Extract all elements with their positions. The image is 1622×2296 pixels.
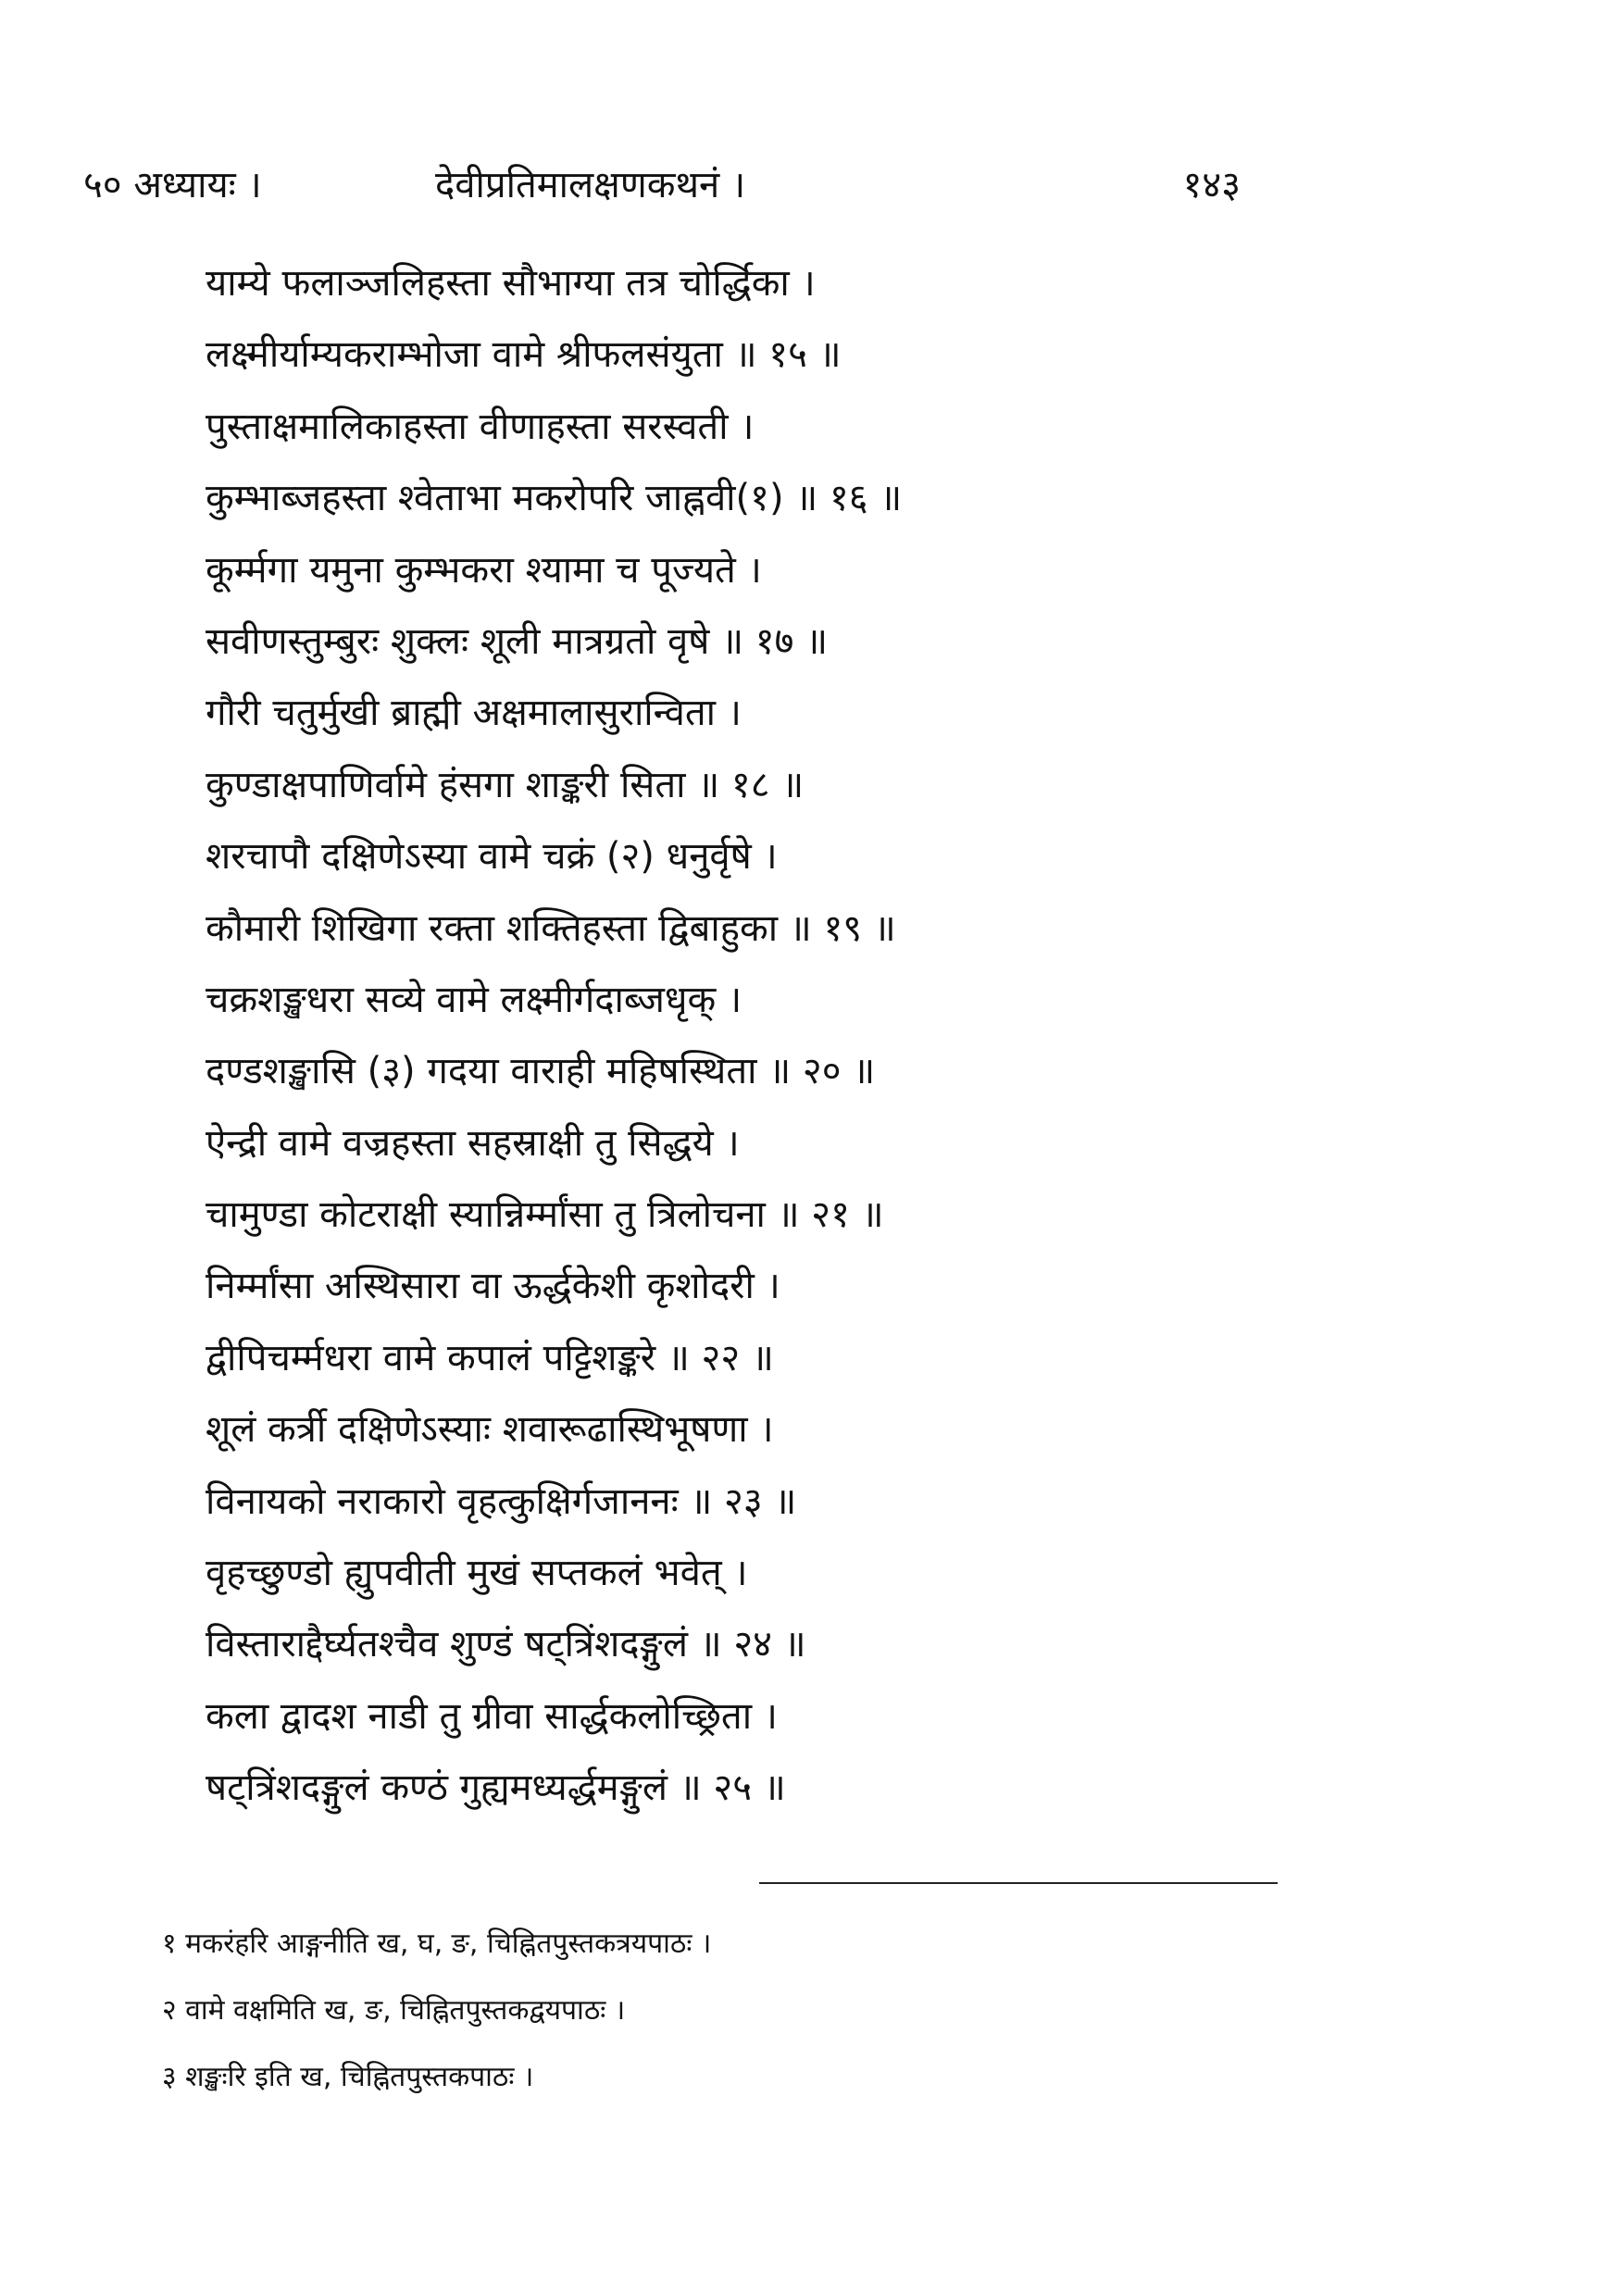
verse-line: कौमारी शिखिगा रक्ता शक्तिहस्ता द्विबाहुका ॥ १९ ॥	[206, 906, 896, 950]
verse-line: कला द्वादश नाडी तु ग्रीवा सार्द्धकलोच्छ्रिता ।	[206, 1694, 778, 1738]
verse-line: विस्ताराद्दैर्घ्यतश्चैव शुण्डं षट्त्रिंशदङ्गुलं ॥ २४ ॥	[206, 1623, 806, 1666]
footnotes	[162, 1916, 1366, 2116]
verse-line: चक्रशङ्खधरा सव्ये वामे लक्ष्मीर्गदाब्जधृक् ।	[206, 978, 742, 1021]
footnote: २ वामे वक्षमिति ख, ङ, चिह्नितपुस्तकद्वयपाठः ।	[162, 1994, 626, 2027]
verse-line: निर्म्मांसा अस्थिसारा वा ऊर्द्धकेशी कृशोदरी ।	[206, 1265, 780, 1308]
verse-line: कूर्म्मगा यमुना कुम्भकरा श्यामा च पूज्यते ।	[206, 548, 762, 592]
verse-line: ऐन्द्री वामे वज्रहस्ता सहस्राक्षी तु सिद्धये ।	[206, 1121, 740, 1165]
verse-line: कुम्भाब्जहस्ता श्वेताभा मकरोपरि जाह्नवी(१) ॥ १६ ॥	[206, 477, 903, 520]
verse-block	[206, 248, 1409, 1825]
verse-line: गौरी चतुर्मुखी ब्राह्मी अक्षमालासुरान्विता ।	[206, 692, 742, 735]
verse-line: लक्ष्मीर्याम्यकराम्भोजा वामे श्रीफलसंयुता ॥ १५ ॥	[206, 333, 842, 377]
verse-line: द्वीपिचर्म्मधरा वामे कपालं पट्टिशङ्करे ॥ २२ ॥	[206, 1336, 774, 1379]
footnote: ३ शङ्खःरि इति ख, चिह्नितपुस्तकपाठः ।	[162, 2061, 534, 2093]
page-number: १४३	[1182, 164, 1241, 206]
running-title: देवीप्रतिमालक्षणकथनं ।	[435, 164, 746, 206]
verse-line: याम्ये फलाञ्जलिहस्ता सौभाग्या तत्र चोर्द्धिका ।	[206, 262, 816, 305]
verse-line: षट्त्रिंशदङ्गुलं कण्ठं गुह्यमध्यर्द्धमङ्गुलं ॥ २५ ॥	[206, 1766, 786, 1810]
verse-line: कुण्डाक्षपाणिर्वामे हंसगा शाङ्करी सिता ॥ १८ ॥	[206, 763, 805, 806]
verse-line: चामुण्डा कोटराक्षी स्यान्निर्म्मांसा तु त्रिलोचना ॥ २१ ॥	[206, 1193, 884, 1237]
verse-line: विनायको नराकारो वृहत्कुक्षिर्गजाननः ॥ २३ ॥	[206, 1479, 797, 1523]
verse-line: पुस्ताक्षमालिकाहस्ता वीणाहस्ता सरस्वती ।	[206, 405, 755, 448]
verse-line: दण्डशङ्खासि (३) गदया वाराही महिषस्थिता ॥ २० ॥	[206, 1050, 876, 1093]
running-header	[83, 157, 1241, 222]
footnote-divider	[759, 1882, 1278, 1884]
verse-line: सवीणस्तुम्बुरः शुक्लः शूली मात्रग्रतो वृषे ॥ १७ ॥	[206, 619, 829, 663]
verse-line: शरचापौ दक्षिणेऽस्या वामे चक्रं (२) धनुर्वृषे ।	[206, 835, 778, 879]
footnote: १ मकरंहरि आङ्गनीति ख, घ, ङ, चिह्नितपुस्तकत्रयपाठः ।	[162, 1928, 712, 1960]
chapter-label: ५० अध्यायः ।	[83, 164, 262, 206]
verse-line: वृहच्छुण्डो ह्युपवीती मुखं सप्तकलं भवेत् ।	[206, 1552, 748, 1595]
verse-line: शूलं कर्त्री दक्षिणेऽस्याः शवारूढास्थिभूषणा ।	[206, 1408, 774, 1452]
